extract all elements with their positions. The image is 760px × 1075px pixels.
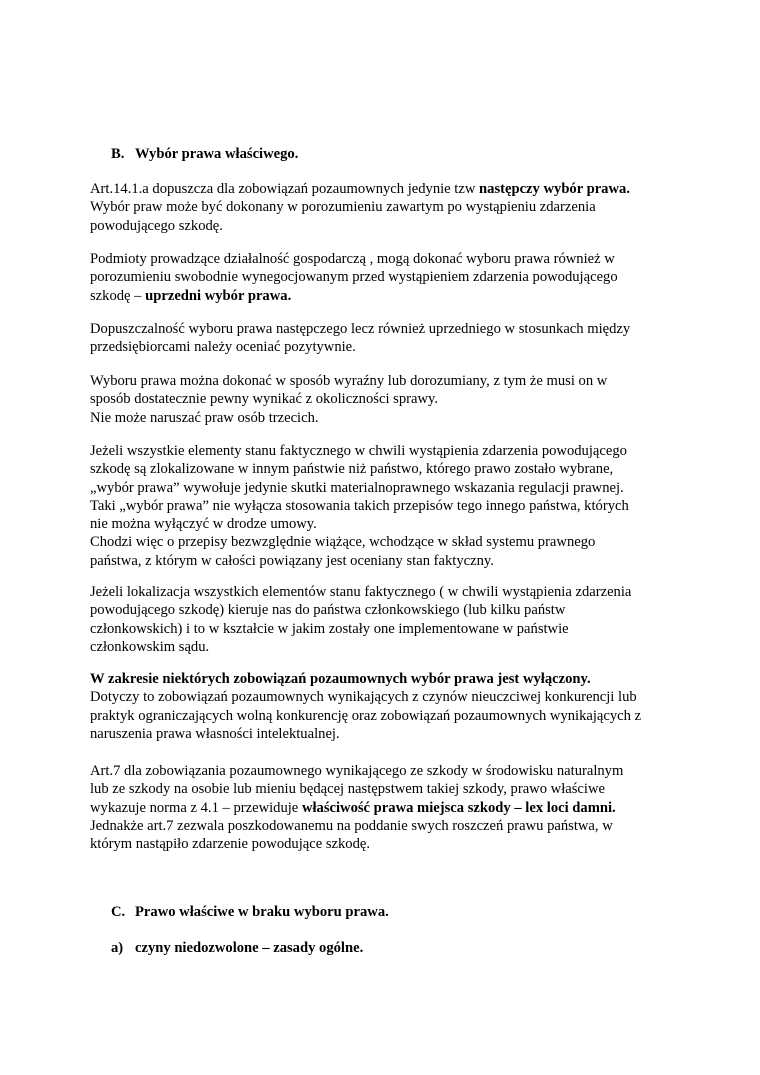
paragraph-2-line-2: porozumieniu swobodnie wynegocjowanym przed wystąpieniem zdarzenia powodującego — [90, 269, 618, 286]
paragraph-4-line-3: Nie może naruszać praw osób trzecich. — [90, 409, 319, 426]
section-c-title: Prawo właściwe w braku wyboru prawa. — [135, 904, 389, 920]
paragraph-1-line-1 — [90, 180, 690, 198]
section-b-number: B. — [111, 146, 125, 162]
paragraph-1-line-3: powodującego szkodę. — [90, 217, 223, 234]
paragraph-7 — [90, 670, 690, 743]
paragraph-6-line-2: powodującego szkodę) kieruje nas do państwa członkowskiego (lub kilku państw — [90, 602, 566, 619]
paragraph-2-emphasis: uprzedni wybór prawa. — [145, 287, 292, 304]
section-b-heading — [111, 145, 298, 163]
paragraph-7-emphasis: W zakresie niektórych zobowiązań pozaumownych wybór prawa jest wyłączony. — [90, 671, 591, 687]
paragraph-5-line-7: państwa, z którym w całości powiązany jest oceniany stan faktyczny. — [90, 552, 494, 569]
subsection-a-number: a) — [111, 940, 124, 956]
subsection-a-heading — [111, 939, 363, 957]
paragraph-8-emphasis: właściwość prawa miejsca szkody – lex loci damni. — [301, 799, 616, 816]
paragraph-2-line-3 — [90, 287, 690, 305]
paragraph-4 — [90, 372, 690, 427]
paragraph-3-line-1: Dopuszczalność wyboru prawa następczego lecz również uprzedniego w stosunkach między — [90, 321, 631, 337]
paragraph-1-text: Art.14.1.a dopuszcza dla zobowiązań pozaumownych jedynie tzw — [90, 181, 480, 197]
paragraph-5-line-1: Jeżeli wszystkie elementy stanu faktycznego w chwili wystąpienia zdarzenia powodującego — [90, 443, 627, 459]
paragraph-7-line-3: praktyk ograniczających wolną konkurencję oraz zobowiązań pozaumownych wynikających z — [90, 707, 642, 724]
paragraph-2 — [90, 250, 690, 305]
paragraph-1-emphasis: następczy wybór prawa. — [479, 181, 630, 197]
paragraph-6-line-3: członkowskich) i to w kształcie w jakim zostały one implementowane w państwie — [90, 620, 569, 637]
paragraph-8-line-5: którym nastąpiło zdarzenie powodujące szkodę. — [90, 836, 371, 853]
paragraph-5-line-4: Taki „wybór prawa” nie wyłącza stosowania takich przepisów tego innego państwa, których — [90, 497, 629, 514]
section-c-heading — [111, 903, 389, 921]
subsection-a-title: czyny niedozwolone – zasady ogólne. — [135, 940, 364, 956]
paragraph-4-line-1: Wyboru prawa można dokonać w sposób wyraźny lub dorozumiany, z tym że musi on w — [90, 373, 608, 389]
paragraph-8-text: wykazuje norma z 4.1 – przewiduje — [90, 799, 302, 816]
paragraph-3-line-2: przedsiębiorcami należy oceniać pozytywnie. — [90, 339, 356, 356]
paragraph-8-line-1: Art.7 dla zobowiązania pozaumownego wynikającego ze szkody w środowisku naturalnym — [90, 763, 624, 779]
paragraph-3 — [90, 320, 690, 357]
paragraph-8-line-2: lub ze szkody na osobie lub mieniu będącej następstwem takiej szkody, prawo właściwe — [90, 781, 605, 798]
paragraph-1 — [90, 180, 690, 235]
section-c-number: C. — [111, 904, 126, 920]
paragraph-5-line-6: Chodzi więc o przepisy bezwzględnie wiążące, wchodzące w skład systemu prawnego — [90, 534, 596, 551]
paragraph-4-line-2: sposób dostatecznie pewny wynikać z okoliczności sprawy. — [90, 391, 438, 408]
paragraph-6-line-4: członkowskim sądu. — [90, 638, 210, 655]
paragraph-2-text: szkodę – — [90, 287, 146, 304]
paragraph-8-line-3 — [90, 799, 690, 817]
paragraph-6 — [90, 583, 690, 656]
paragraph-5-line-2: szkodę są zlokalizowane w innym państwie niż państwo, którego prawo zostało wybrane, — [90, 461, 614, 478]
paragraph-8-line-4: Jednakże art.7 zezwala poszkodowanemu na poddanie swych roszczeń prawu państwa, w — [90, 817, 613, 834]
paragraph-5 — [90, 442, 690, 570]
paragraph-5-line-3: „wybór prawa” wywołuje jedynie skutki materialnoprawnego wskazania regulacji prawnej. — [90, 479, 624, 496]
paragraph-7-line-1 — [90, 670, 690, 688]
paragraph-8 — [90, 762, 690, 853]
section-b-title: Wybór prawa właściwego. — [135, 146, 299, 162]
paragraph-5-line-5: nie można wyłączyć w drodze umowy. — [90, 516, 317, 533]
paragraph-6-line-1: Jeżeli lokalizacja wszystkich elementów stanu faktycznego ( w chwili wystąpienia zdarzenia — [90, 584, 632, 600]
paragraph-1-line-2: Wybór praw może być dokonany w porozumieniu zawartym po wystąpieniu zdarzenia — [90, 199, 596, 216]
paragraph-7-line-2: Dotyczy to zobowiązań pozaumownych wynikających z czynów nieuczciwej konkurencji lub — [90, 689, 637, 706]
paragraph-2-line-1: Podmioty prowadzące działalność gospodarczą , mogą dokonać wyboru prawa również w — [90, 251, 615, 267]
paragraph-7-line-4: naruszenia prawa własności intelektualnej. — [90, 725, 340, 742]
